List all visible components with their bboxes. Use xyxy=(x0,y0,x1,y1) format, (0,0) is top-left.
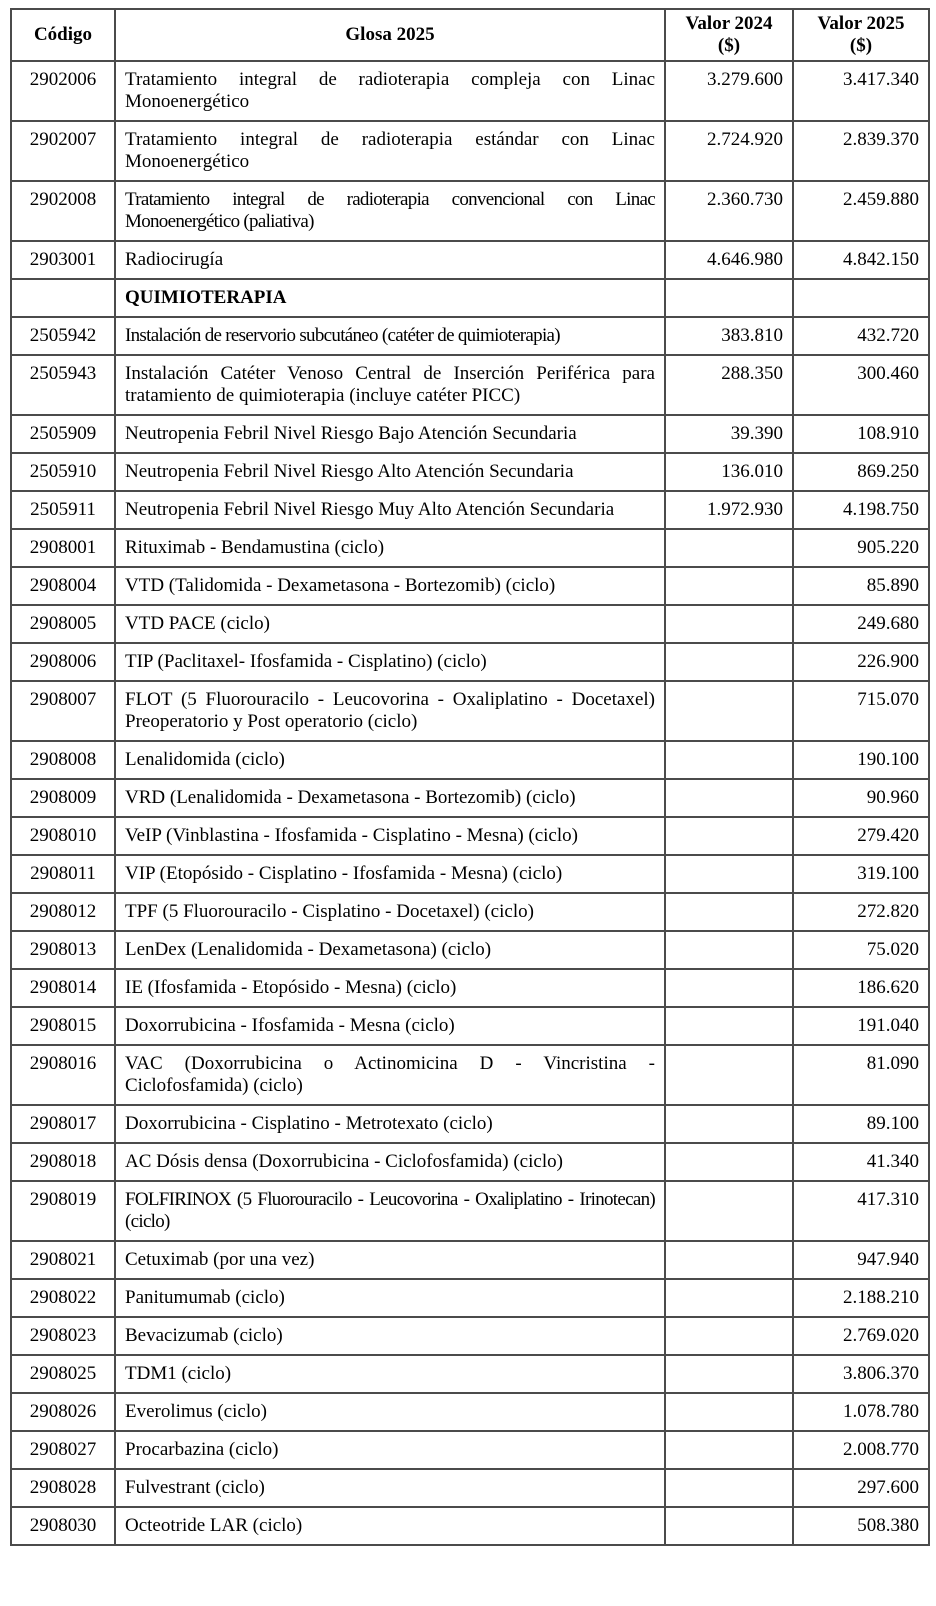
glosa-cell: VTD PACE (ciclo) xyxy=(115,605,665,643)
glosa-cell: Neutropenia Febril Nivel Riesgo Alto Atención Secundaria xyxy=(115,453,665,491)
table-row xyxy=(11,453,929,491)
glosa-cell: Procarbazina (ciclo) xyxy=(115,1431,665,1469)
glosa-cell: Everolimus (ciclo) xyxy=(115,1393,665,1431)
code-cell: 2908011 xyxy=(11,855,115,893)
glosa-cell: Doxorrubicina - Ifosfamida - Mesna (ciclo) xyxy=(115,1007,665,1045)
valor-2025-cell: 432.720 xyxy=(793,317,929,355)
table-row xyxy=(11,1143,929,1181)
valor-2024-cell: 136.010 xyxy=(665,453,793,491)
valor-2024-cell xyxy=(665,1241,793,1279)
code-cell: 2908017 xyxy=(11,1105,115,1143)
valor-2025-cell: 190.100 xyxy=(793,741,929,779)
valor-2024-cell xyxy=(665,1507,793,1545)
valor-2024-cell xyxy=(665,741,793,779)
glosa-cell: FLOT (5 Fluorouracilo - Leucovorina - Oxaliplatino - Docetaxel) Preoperatorio y Post operatorio (ciclo) xyxy=(115,681,665,741)
valor-2024-cell xyxy=(665,567,793,605)
code-cell: 2908030 xyxy=(11,1507,115,1545)
glosa-cell: Radiocirugía xyxy=(115,241,665,279)
code-cell: 2908021 xyxy=(11,1241,115,1279)
valor-2024-cell xyxy=(665,1469,793,1507)
header-valor-2024-sublabel: ($) xyxy=(717,35,741,56)
valor-2024-cell xyxy=(665,643,793,681)
code-cell: 2908028 xyxy=(11,1469,115,1507)
glosa-cell: Bevacizumab (ciclo) xyxy=(115,1317,665,1355)
code-cell: 2908006 xyxy=(11,643,115,681)
glosa-cell: Rituximab - Bendamustina (ciclo) xyxy=(115,529,665,567)
valor-2025-cell: 4.198.750 xyxy=(793,491,929,529)
glosa-cell: Instalación Catéter Venoso Central de Inserción Periférica para tratamiento de quimioterapia (incluye catéter PICC) xyxy=(115,355,665,415)
valor-2024-cell xyxy=(665,529,793,567)
table-row xyxy=(11,893,929,931)
valor-2024-cell xyxy=(665,1105,793,1143)
table-row xyxy=(11,817,929,855)
valor-2025-cell: 279.420 xyxy=(793,817,929,855)
code-cell: 2908013 xyxy=(11,931,115,969)
table-row xyxy=(11,1007,929,1045)
code-cell: 2908005 xyxy=(11,605,115,643)
valor-2025-cell: 272.820 xyxy=(793,893,929,931)
table-row xyxy=(11,1241,929,1279)
table-row xyxy=(11,415,929,453)
section-header-row xyxy=(11,279,929,317)
valor-2025-cell: 2.839.370 xyxy=(793,121,929,181)
code-cell: 2908016 xyxy=(11,1045,115,1105)
valor-2024-cell xyxy=(665,855,793,893)
code-cell: 2908007 xyxy=(11,681,115,741)
valor-2025-cell: 300.460 xyxy=(793,355,929,415)
valor-2025-cell: 108.910 xyxy=(793,415,929,453)
glosa-cell: TPF (5 Fluorouracilo - Cisplatino - Docetaxel) (ciclo) xyxy=(115,893,665,931)
valor-2025-cell xyxy=(793,279,929,317)
valor-2025-cell: 90.960 xyxy=(793,779,929,817)
header-valor-2025-sublabel: ($) xyxy=(849,35,873,56)
glosa-cell: AC Dósis densa (Doxorrubicina - Ciclofosfamida) (ciclo) xyxy=(115,1143,665,1181)
valor-2025-cell: 3.806.370 xyxy=(793,1355,929,1393)
valor-2024-cell xyxy=(665,1045,793,1105)
header-codigo xyxy=(11,9,115,61)
valor-2024-cell: 383.810 xyxy=(665,317,793,355)
table-row xyxy=(11,181,929,241)
header-glosa-label: Glosa 2025 xyxy=(345,24,435,45)
code-cell: 2902007 xyxy=(11,121,115,181)
table-row xyxy=(11,121,929,181)
table-row xyxy=(11,969,929,1007)
valor-2025-cell: 75.020 xyxy=(793,931,929,969)
valor-2024-cell: 39.390 xyxy=(665,415,793,453)
valor-2025-cell: 417.310 xyxy=(793,1181,929,1241)
header-glosa xyxy=(115,9,665,61)
valor-2025-cell: 947.940 xyxy=(793,1241,929,1279)
glosa-cell: TIP (Paclitaxel- Ifosfamida - Cisplatino) (ciclo) xyxy=(115,643,665,681)
table-row xyxy=(11,1317,929,1355)
table-row xyxy=(11,317,929,355)
valor-2025-cell: 297.600 xyxy=(793,1469,929,1507)
code-cell: 2902006 xyxy=(11,61,115,121)
code-cell: 2908001 xyxy=(11,529,115,567)
valor-2024-cell xyxy=(665,1355,793,1393)
valor-2025-cell: 3.417.340 xyxy=(793,61,929,121)
header-row xyxy=(11,9,929,61)
code-cell xyxy=(11,279,115,317)
code-cell: 2505911 xyxy=(11,491,115,529)
code-cell: 2908018 xyxy=(11,1143,115,1181)
valor-2025-cell: 226.900 xyxy=(793,643,929,681)
table-row xyxy=(11,643,929,681)
valor-2024-cell xyxy=(665,1393,793,1431)
glosa-cell: Tratamiento integral de radioterapia compleja con Linac Monoenergético xyxy=(115,61,665,121)
glosa-cell: Tratamiento integral de radioterapia convencional con Linac Monoenergético (paliativa) xyxy=(115,181,665,241)
table-row xyxy=(11,1431,929,1469)
valor-2024-cell xyxy=(665,1279,793,1317)
glosa-cell: Cetuximab (por una vez) xyxy=(115,1241,665,1279)
code-cell: 2908022 xyxy=(11,1279,115,1317)
valor-2024-cell: 2.360.730 xyxy=(665,181,793,241)
valor-2024-cell xyxy=(665,969,793,1007)
glosa-cell: Tratamiento integral de radioterapia estándar con Linac Monoenergético xyxy=(115,121,665,181)
code-cell: 2908027 xyxy=(11,1431,115,1469)
header-valor-2025-label: Valor 2025 xyxy=(817,13,905,34)
table-row xyxy=(11,855,929,893)
glosa-cell: Octeotride LAR (ciclo) xyxy=(115,1507,665,1545)
valor-2025-cell: 508.380 xyxy=(793,1507,929,1545)
code-cell: 2908025 xyxy=(11,1355,115,1393)
table-row xyxy=(11,491,929,529)
code-cell: 2505942 xyxy=(11,317,115,355)
glosa-cell: VAC (Doxorrubicina o Actinomicina D - Vincristina - Ciclofosfamida) (ciclo) xyxy=(115,1045,665,1105)
table-row xyxy=(11,1181,929,1241)
glosa-cell: Lenalidomida (ciclo) xyxy=(115,741,665,779)
valor-2024-cell xyxy=(665,893,793,931)
glosa-cell: QUIMIOTERAPIA xyxy=(115,279,665,317)
table-row xyxy=(11,567,929,605)
valor-2025-cell: 191.040 xyxy=(793,1007,929,1045)
glosa-cell: Instalación de reservorio subcutáneo (catéter de quimioterapia) xyxy=(115,317,665,355)
table-row xyxy=(11,241,929,279)
valor-2024-cell xyxy=(665,779,793,817)
table-row xyxy=(11,1355,929,1393)
glosa-cell: VIP (Etopósido - Cisplatino - Ifosfamida - Mesna) (ciclo) xyxy=(115,855,665,893)
valor-2025-cell: 249.680 xyxy=(793,605,929,643)
glosa-cell: Neutropenia Febril Nivel Riesgo Bajo Atención Secundaria xyxy=(115,415,665,453)
table-row xyxy=(11,355,929,415)
code-cell: 2505910 xyxy=(11,453,115,491)
valor-2025-cell: 905.220 xyxy=(793,529,929,567)
code-cell: 2908010 xyxy=(11,817,115,855)
valor-2025-cell: 1.078.780 xyxy=(793,1393,929,1431)
table-body xyxy=(11,61,929,1545)
valor-2024-cell xyxy=(665,1431,793,1469)
table-row xyxy=(11,931,929,969)
valor-2025-cell: 186.620 xyxy=(793,969,929,1007)
table-row xyxy=(11,681,929,741)
glosa-cell: VeIP (Vinblastina - Ifosfamida - Cisplatino - Mesna) (ciclo) xyxy=(115,817,665,855)
valor-2024-cell xyxy=(665,279,793,317)
valor-2024-cell xyxy=(665,1181,793,1241)
valor-2024-cell xyxy=(665,681,793,741)
valor-2025-cell: 85.890 xyxy=(793,567,929,605)
header-valor-2024 xyxy=(665,9,793,61)
table-row xyxy=(11,741,929,779)
header-valor-2025 xyxy=(793,9,929,61)
glosa-cell: TDM1 (ciclo) xyxy=(115,1355,665,1393)
code-cell: 2908008 xyxy=(11,741,115,779)
glosa-cell: LenDex (Lenalidomida - Dexametasona) (ciclo) xyxy=(115,931,665,969)
valor-2024-cell xyxy=(665,931,793,969)
valor-2024-cell: 288.350 xyxy=(665,355,793,415)
code-cell: 2908019 xyxy=(11,1181,115,1241)
table-header xyxy=(11,9,929,61)
valor-2025-cell: 319.100 xyxy=(793,855,929,893)
glosa-cell: Neutropenia Febril Nivel Riesgo Muy Alto Atención Secundaria xyxy=(115,491,665,529)
valor-2025-cell: 89.100 xyxy=(793,1105,929,1143)
valor-2024-cell xyxy=(665,1007,793,1045)
table-row xyxy=(11,779,929,817)
header-valor-2024-label: Valor 2024 xyxy=(685,13,773,34)
code-cell: 2903001 xyxy=(11,241,115,279)
table-row xyxy=(11,529,929,567)
table-row xyxy=(11,1469,929,1507)
glosa-cell: Fulvestrant (ciclo) xyxy=(115,1469,665,1507)
valor-2024-cell xyxy=(665,817,793,855)
valor-2025-cell: 4.842.150 xyxy=(793,241,929,279)
valor-2024-cell: 4.646.980 xyxy=(665,241,793,279)
code-cell: 2908012 xyxy=(11,893,115,931)
table-row xyxy=(11,61,929,121)
glosa-cell: Panitumumab (ciclo) xyxy=(115,1279,665,1317)
code-cell: 2908009 xyxy=(11,779,115,817)
valor-2024-cell: 3.279.600 xyxy=(665,61,793,121)
code-cell: 2902008 xyxy=(11,181,115,241)
glosa-cell: Doxorrubicina - Cisplatino - Metrotexato (ciclo) xyxy=(115,1105,665,1143)
table-row xyxy=(11,1045,929,1105)
valor-2025-cell: 2.769.020 xyxy=(793,1317,929,1355)
code-cell: 2908014 xyxy=(11,969,115,1007)
code-cell: 2505909 xyxy=(11,415,115,453)
tariff-table xyxy=(10,8,930,1546)
valor-2025-cell: 2.008.770 xyxy=(793,1431,929,1469)
code-cell: 2908015 xyxy=(11,1007,115,1045)
valor-2024-cell xyxy=(665,1317,793,1355)
valor-2024-cell xyxy=(665,605,793,643)
valor-2024-cell: 2.724.920 xyxy=(665,121,793,181)
table-row xyxy=(11,1393,929,1431)
code-cell: 2908004 xyxy=(11,567,115,605)
valor-2025-cell: 41.340 xyxy=(793,1143,929,1181)
valor-2024-cell xyxy=(665,1143,793,1181)
glosa-cell: FOLFIRINOX (5 Fluorouracilo - Leucovorina - Oxaliplatino - Irinotecan) (ciclo) xyxy=(115,1181,665,1241)
valor-2025-cell: 2.459.880 xyxy=(793,181,929,241)
valor-2025-cell: 869.250 xyxy=(793,453,929,491)
table-row xyxy=(11,1105,929,1143)
glosa-cell: IE (Ifosfamida - Etopósido - Mesna) (ciclo) xyxy=(115,969,665,1007)
valor-2025-cell: 715.070 xyxy=(793,681,929,741)
valor-2025-cell: 81.090 xyxy=(793,1045,929,1105)
table-row xyxy=(11,605,929,643)
table-row xyxy=(11,1279,929,1317)
glosa-cell: VRD (Lenalidomida - Dexametasona - Bortezomib) (ciclo) xyxy=(115,779,665,817)
header-codigo-label: Código xyxy=(33,24,93,45)
valor-2024-cell: 1.972.930 xyxy=(665,491,793,529)
code-cell: 2908026 xyxy=(11,1393,115,1431)
valor-2025-cell: 2.188.210 xyxy=(793,1279,929,1317)
code-cell: 2505943 xyxy=(11,355,115,415)
table-row xyxy=(11,1507,929,1545)
code-cell: 2908023 xyxy=(11,1317,115,1355)
glosa-cell: VTD (Talidomida - Dexametasona - Bortezomib) (ciclo) xyxy=(115,567,665,605)
